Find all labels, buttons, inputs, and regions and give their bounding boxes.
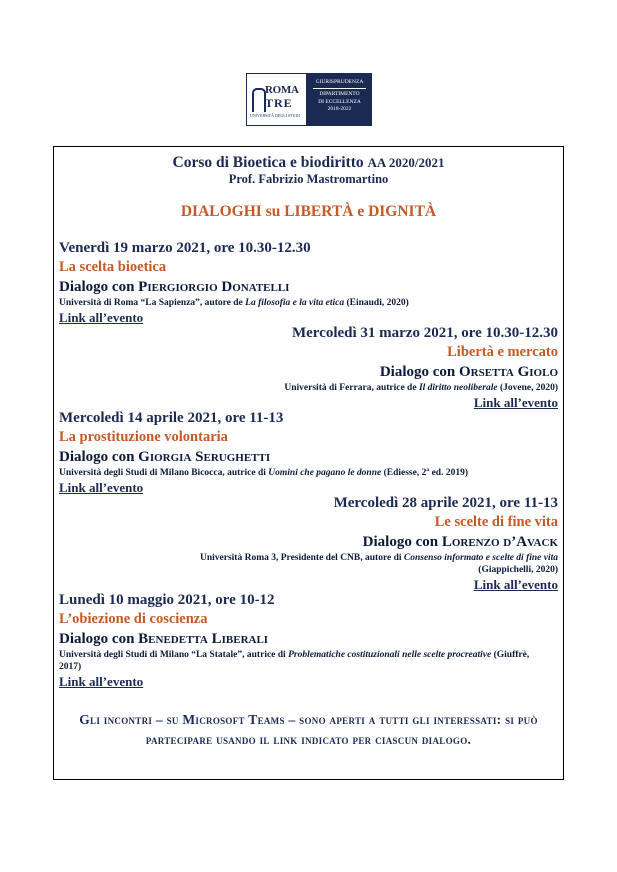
event-1: [59, 238, 558, 327]
logo-years: 2018-2022: [327, 106, 352, 113]
speaker-name: Giorgia Serughetti: [138, 449, 271, 465]
programme-box: [53, 146, 564, 780]
event-date: Mercoledì 14 aprile 2021, ore 11-13: [59, 410, 284, 426]
arch-icon: [252, 88, 266, 112]
course-title: Corso di Bioetica e biodiritto AA 2020/2021: [172, 154, 445, 171]
event-dialog: Dialogo con Orsetta Giolo: [379, 364, 558, 380]
logo-roma: ROMA: [265, 84, 299, 96]
logo-eccellenza: DI ECCELLENZA: [318, 98, 361, 105]
book-title: Uomini che pagano le donne: [268, 468, 382, 478]
event-date: Mercoledì 31 marzo 2021, ore 10.30-12.30: [291, 325, 558, 341]
event-date: Mercoledì 28 aprile 2021, ore 11-13: [333, 495, 558, 511]
event-dialog: Dialogo con Giorgia Serughetti: [59, 449, 271, 465]
speaker-affiliation: Università di Roma “La Sapienza”, autore de La filosofia e la vita etica (Einaudi, 2020): [59, 298, 409, 308]
book-title: Problematiche costituzionali nelle scelte procreative: [288, 650, 492, 660]
event-link[interactable]: Link all’evento: [59, 310, 144, 325]
speaker-name: Orsetta Giolo: [458, 364, 558, 380]
speaker-name: Benedetta Liberali: [138, 631, 269, 647]
event-2: [59, 323, 558, 412]
department-badge: [307, 73, 372, 126]
event-date: Lunedì 10 maggio 2021, ore 10-12: [59, 592, 275, 608]
event-link[interactable]: Link all’evento: [473, 577, 558, 592]
event-dialog: Dialogo con Benedetta Liberali: [59, 631, 269, 647]
series-title: DIALOGHI su LIBERTÀ e DIGNITÀ: [180, 203, 437, 220]
speaker-name: Piergiorgio Donatelli: [138, 279, 290, 295]
event-date: Venerdì 19 marzo 2021, ore 10.30-12.30: [59, 240, 311, 256]
event-3: [59, 408, 558, 497]
event-topic: Libertà e mercato: [447, 344, 558, 360]
speaker-affiliation: Università Roma 3, Presidente del CNB, autore di Consenso informato e scelte di fine vita: [200, 553, 558, 563]
academic-year: AA 2020/2021: [367, 155, 445, 170]
speaker-affiliation: Università degli Studi di Milano Bicocca, autrice di Uomini che pagano le donne (Ediesse, 2ª ed. 2019): [59, 468, 468, 478]
book-title: Consenso informato e scelte di fine vita: [403, 553, 558, 563]
event-5: [59, 590, 533, 691]
logo-giurisprudenza: GIURISPRUDENZA: [315, 79, 364, 85]
event-link[interactable]: Link all’evento: [473, 395, 558, 410]
book-title: La filosofia e la vita etica: [245, 298, 345, 308]
event-topic: L’obiezione di coscienza: [59, 611, 208, 627]
professor-name: Prof. Fabrizio Mastromartino: [228, 172, 389, 186]
speaker-name: Lorenzo d’Avack: [441, 534, 558, 550]
book-title: Il diritto neoliberale: [418, 383, 498, 393]
event-topic: La scelta bioetica: [59, 259, 167, 275]
logo-tre: TRE: [265, 96, 293, 110]
event-link[interactable]: Link all’evento: [59, 480, 144, 495]
event-link[interactable]: Link all’evento: [59, 674, 144, 689]
event-topic: Le scelte di fine vita: [434, 514, 558, 530]
roma-tre-logo: [246, 73, 307, 126]
university-logo: [246, 73, 372, 126]
event-4: [59, 493, 558, 594]
event-dialog: Dialogo con Lorenzo d’Avack: [362, 534, 558, 550]
event-dialog: Dialogo con Piergiorgio Donatelli: [59, 279, 290, 295]
speaker-affiliation: Università di Ferrara, autrice de Il diritto neoliberale (Jovene, 2020): [284, 383, 558, 393]
footer-note: Gli incontri – su Microsoft Teams – sono aperti a tutti gli interessati: si può partecipare usando il link indicato per ciascun dialogo.: [79, 712, 538, 747]
speaker-publisher: (Giappichelli, 2020): [478, 565, 558, 575]
event-topic: La prostituzione volontaria: [59, 429, 228, 445]
logo-dipartimento: DIPARTIMENTO: [319, 91, 360, 98]
speaker-affiliation: Università degli Studi di Milano “La Statale”, autrice di Problematiche costituzionali nelle scelte procreative (Giuffrè, 2017): [59, 650, 530, 672]
logo-universita: UNIVERSITÀ DEGLI STUDI: [250, 113, 300, 118]
